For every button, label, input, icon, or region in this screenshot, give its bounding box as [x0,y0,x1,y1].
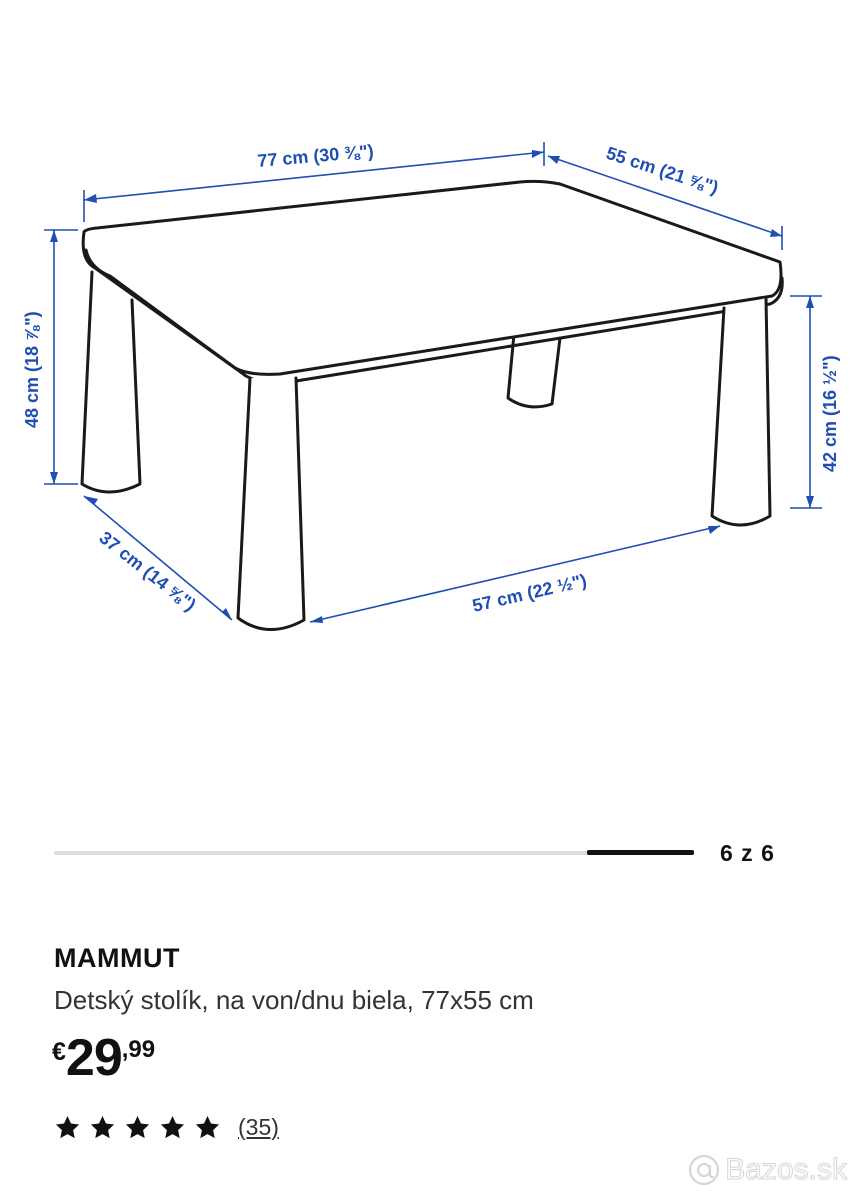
progress-fill [587,850,694,855]
watermark [687,1150,847,1190]
product-description: Detský stolík, na von/dnu biela, 77x55 cm [54,985,534,1015]
table-leg-front-left [238,378,304,630]
price-currency: € [52,1038,66,1066]
star-icon [54,1114,81,1141]
table-leg-right [712,298,770,525]
table-top [83,181,781,374]
star-icon [124,1114,151,1141]
star-icon [159,1114,186,1141]
dimension-label-seat-height: 42 cm (16 ½") [820,355,840,472]
watermark-text: Bazos.sk [725,1153,847,1186]
at-sign-icon [687,1153,721,1187]
table-leg-back-left [82,272,140,492]
price-integer: 29 [65,1029,122,1087]
dimension-label-top-width: 55 cm (21 ⅝") [603,142,721,198]
dimension-label-top-length: 77 cm (30 ⅜") [256,140,375,171]
star-icon [194,1114,221,1141]
product-rating[interactable] [54,1110,279,1144]
dimension-label-leg-span-depth: 37 cm (14 ⅝") [95,527,200,615]
price-decimals: ,99 [121,1036,156,1063]
star-icon [89,1114,116,1141]
rating-stars [54,1114,221,1141]
dimension-label-leg-span-length: 57 cm (22 ½") [470,570,589,616]
dimension-label-total-height: 48 cm (18 ⅞") [22,311,42,428]
product-name: MAMMUT [54,943,180,973]
gallery-progress-bar [54,851,694,855]
review-count-link[interactable]: (35) [238,1113,279,1140]
product-price [52,1028,155,1088]
slide-counter: 6 z 6 [720,840,775,866]
